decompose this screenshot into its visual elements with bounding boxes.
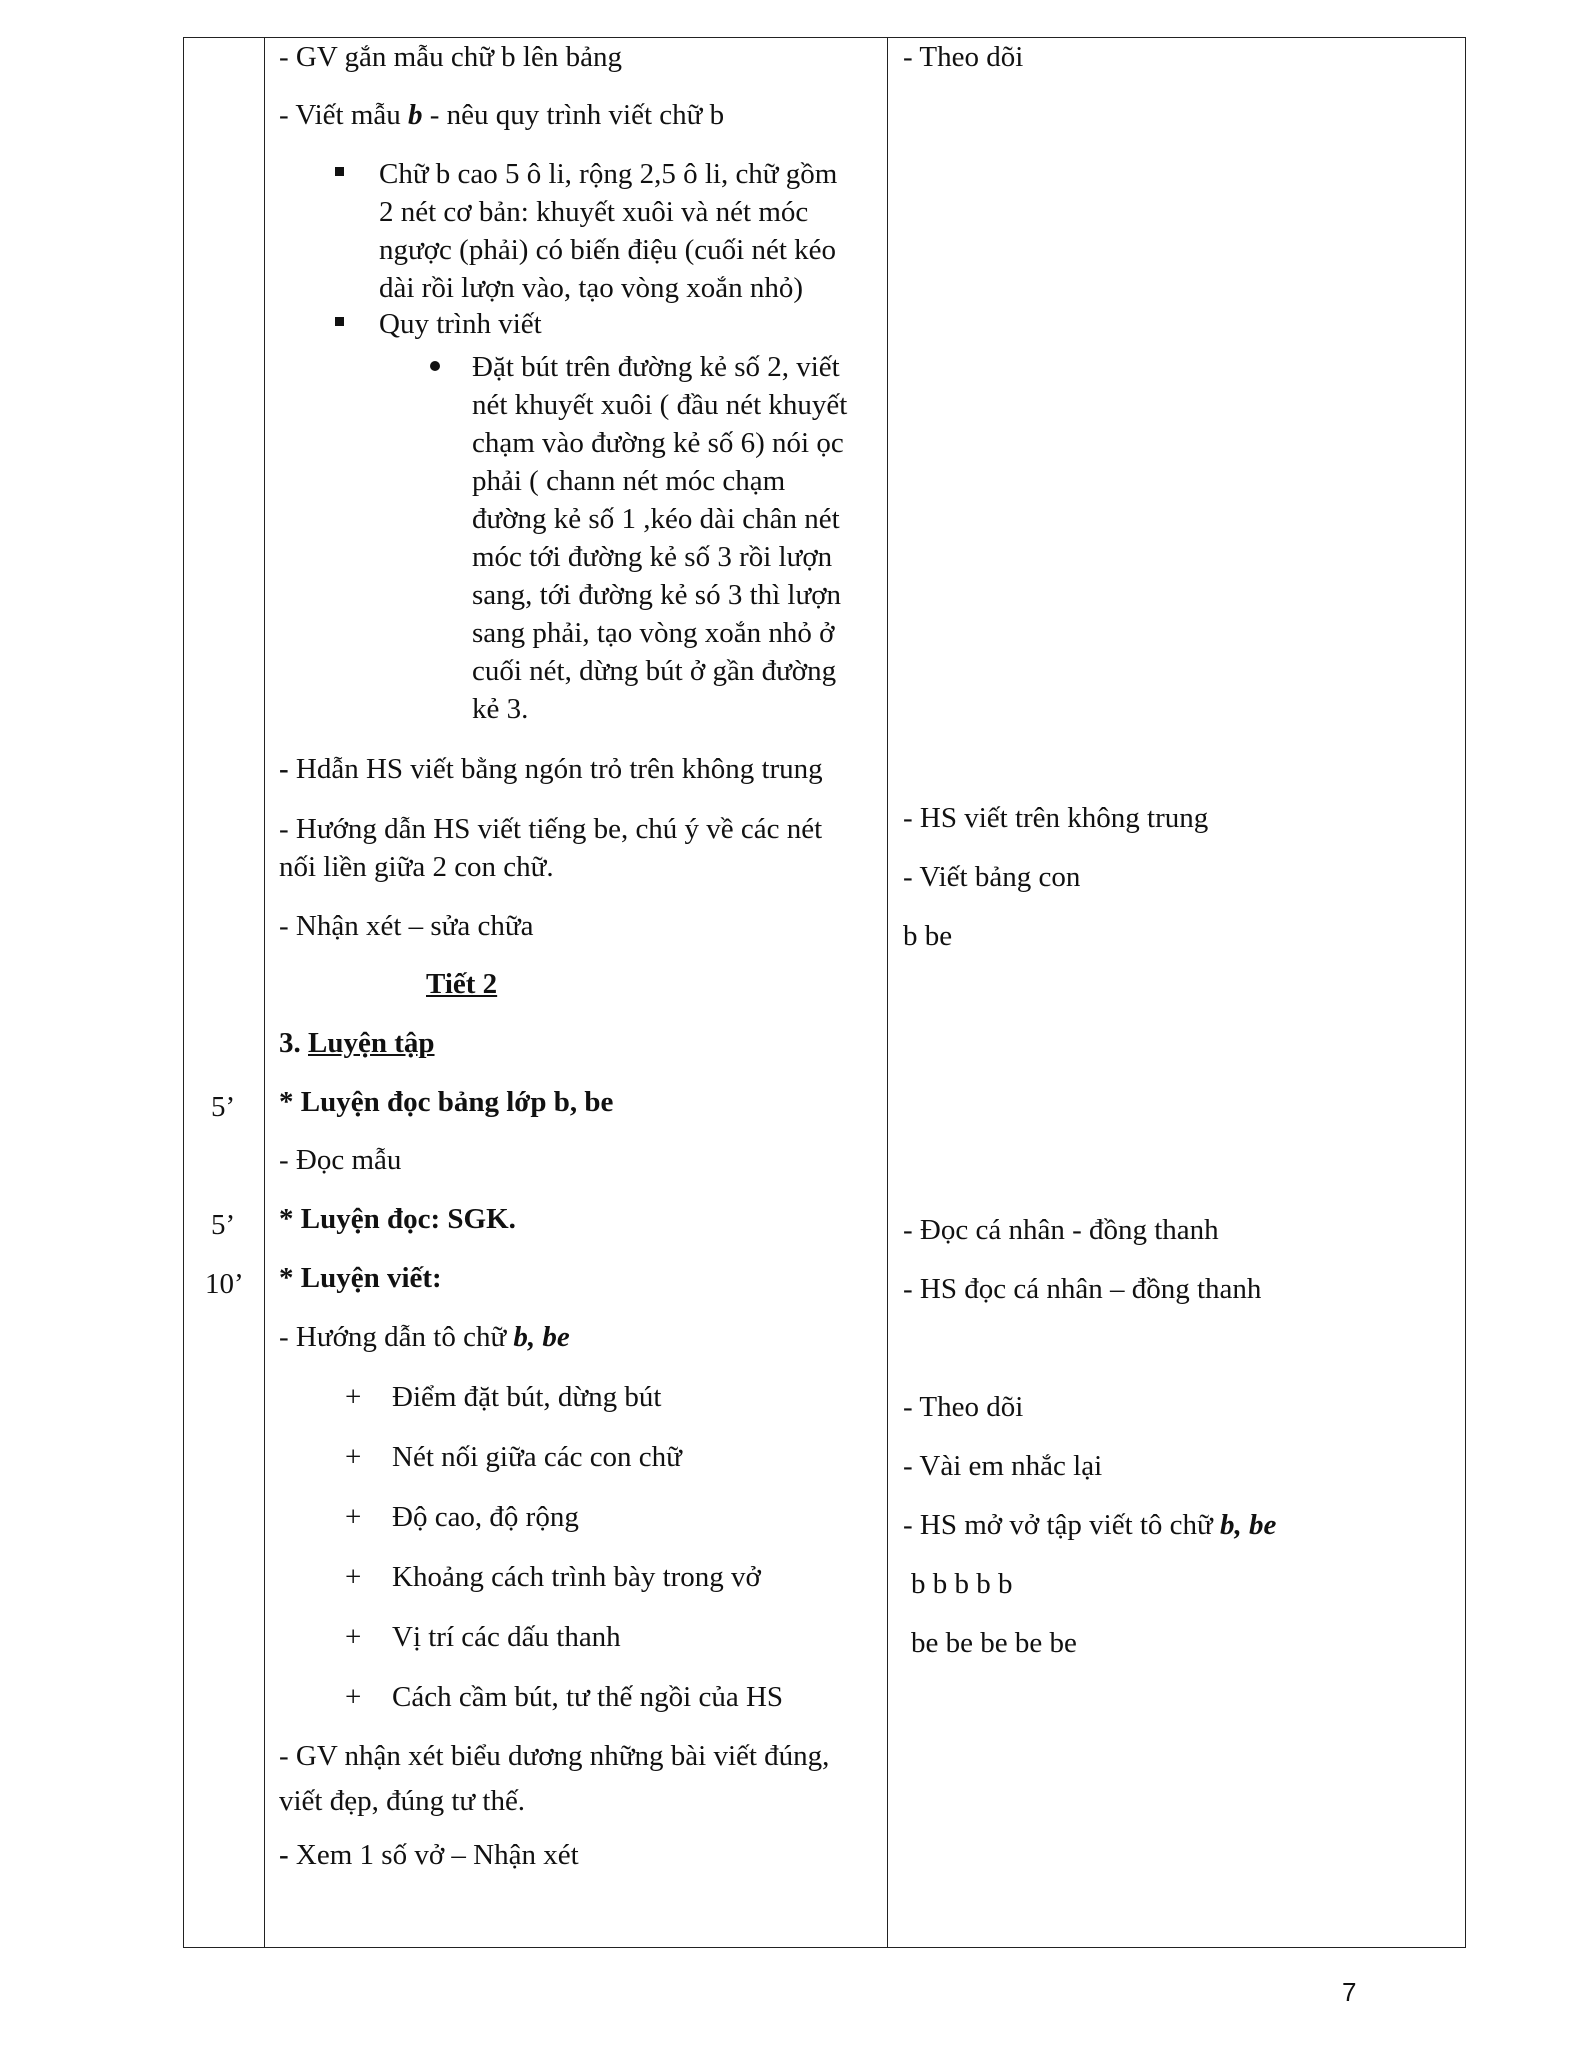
square-bullet-icon (335, 317, 344, 326)
plus-icon: + (345, 1621, 362, 1653)
plus-item-4: Khoảng cách trình bày trong vở (392, 1561, 761, 1593)
student-practice-be: be be be be be (911, 1627, 1077, 1659)
student-viet-khong-trung: - HS viết trên không trung (903, 802, 1209, 834)
line-huong-dan-be-1: - Hướng dẫn HS viết tiếng be, chú ý về các nét (279, 813, 823, 845)
plus-item-5: Vị trí các dấu thanh (392, 1621, 621, 1653)
heading-luyen-doc-bang: * Luyện đọc bảng lớp b, be (279, 1086, 614, 1118)
lesson-table (183, 37, 1466, 1948)
plus-icon: + (345, 1441, 362, 1473)
student-mo-vo: - HS mở vở tập viết tô chữ b, be (903, 1509, 1277, 1541)
heading-luyen-doc-sgk: * Luyện đọc: SGK. (279, 1203, 516, 1235)
student-hs-doc-ca-nhan: - HS đọc cá nhân – đồng thanh (903, 1273, 1262, 1305)
bullet-quy-trinh: Quy trình viết (379, 308, 542, 340)
heading-luyen-viet: * Luyện viết: (279, 1262, 442, 1294)
column-divider-student (887, 37, 888, 1948)
line-huong-dan-to-chu: - Hướng dẫn tô chữ b, be (279, 1321, 570, 1353)
plus-icon: + (345, 1561, 362, 1593)
time-5-b: 5’ (211, 1209, 236, 1241)
plus-item-6: Cách cầm bút, tư thế ngồi của HS (392, 1681, 784, 1713)
page-number: 7 (1342, 1977, 1357, 2007)
plus-icon: + (345, 1501, 362, 1533)
step-line-4: phải ( chann nét móc chạm (472, 465, 786, 497)
bullet-chu-b-4: dài rồi lượn vào, tạo vòng xoắn nhỏ) (379, 272, 804, 304)
plus-item-3: Độ cao, độ rộng (392, 1501, 579, 1533)
step-line-10: kẻ 3. (472, 693, 529, 725)
line-gv-nhan-xet-1: - GV nhận xét biểu dương những bài viết đúng, (279, 1740, 830, 1772)
time-10: 10’ (205, 1268, 244, 1300)
line-xem-vo: - Xem 1 số vở – Nhận xét (279, 1839, 579, 1871)
line-doc-mau: - Đọc mẫu (279, 1144, 402, 1176)
bullet-chu-b-2: 2 nét cơ bản: khuyết xuôi và nét móc (379, 196, 809, 228)
round-bullet-icon (430, 361, 440, 371)
student-vai-em: - Vài em nhắc lại (903, 1450, 1103, 1482)
heading-luyen-tap: 3. Luyện tập (279, 1027, 435, 1059)
step-line-7: sang, tới đường kẻ só 3 thì lượn (472, 579, 842, 611)
step-line-3: chạm vào đường kẻ số 6) nói ọc (472, 427, 844, 459)
step-line-8: sang phải, tạo vòng xoắn nhỏ ở (472, 617, 835, 649)
bullet-chu-b-3: ngược (phải) có biến điệu (cuối nét kéo (379, 234, 837, 266)
student-viet-bang-con: - Viết bảng con (903, 861, 1081, 893)
bullet-chu-b-1: Chữ b cao 5 ô li, rộng 2,5 ô li, chữ gồm (379, 158, 838, 190)
step-line-6: móc tới đường kẻ số 3 rồi lượn (472, 541, 833, 573)
line-viet-mau: - Viết mẫu b - nêu quy trình viết chữ b (279, 99, 725, 131)
line-gv-nhan-xet-2: viết đẹp, đúng tư thế. (279, 1785, 526, 1817)
column-divider-time (264, 37, 265, 1948)
student-practice-b: b b b b b (911, 1568, 1013, 1600)
line-huong-dan-be-2: nối liền giữa 2 con chữ. (279, 851, 554, 883)
plus-icon: + (345, 1381, 362, 1413)
plus-item-2: Nét nối giữa các con chữ (392, 1441, 682, 1473)
student-theo-doi-2: - Theo dõi (903, 1391, 1024, 1423)
step-line-2: nét khuyết xuôi ( đầu nét khuyết (472, 389, 848, 421)
line-nhan-xet: - Nhận xét – sửa chữa (279, 910, 534, 942)
student-theo-doi-1: - Theo dõi (903, 41, 1024, 73)
student-doc-ca-nhan: - Đọc cá nhân - đồng thanh (903, 1214, 1219, 1246)
student-b-be: b be (903, 920, 953, 952)
step-line-1: Đặt bút trên đường kẻ số 2, viết (472, 351, 840, 383)
plus-item-1: Điểm đặt bút, dừng bút (392, 1381, 662, 1413)
plus-icon: + (345, 1681, 362, 1713)
line-gv-gan-mau: - GV gắn mẫu chữ b lên bảng (279, 41, 622, 73)
square-bullet-icon (335, 167, 344, 176)
step-line-5: đường kẻ số 1 ,kéo dài chân nét (472, 503, 840, 535)
time-5-a: 5’ (211, 1091, 236, 1123)
line-hdan-ngon-tro: - Hdẫn HS viết bằng ngón trỏ trên không trung (279, 753, 823, 785)
step-line-9: cuối nét, dừng bút ở gần đường (472, 655, 837, 687)
heading-tiet-2: Tiết 2 (426, 968, 498, 1000)
